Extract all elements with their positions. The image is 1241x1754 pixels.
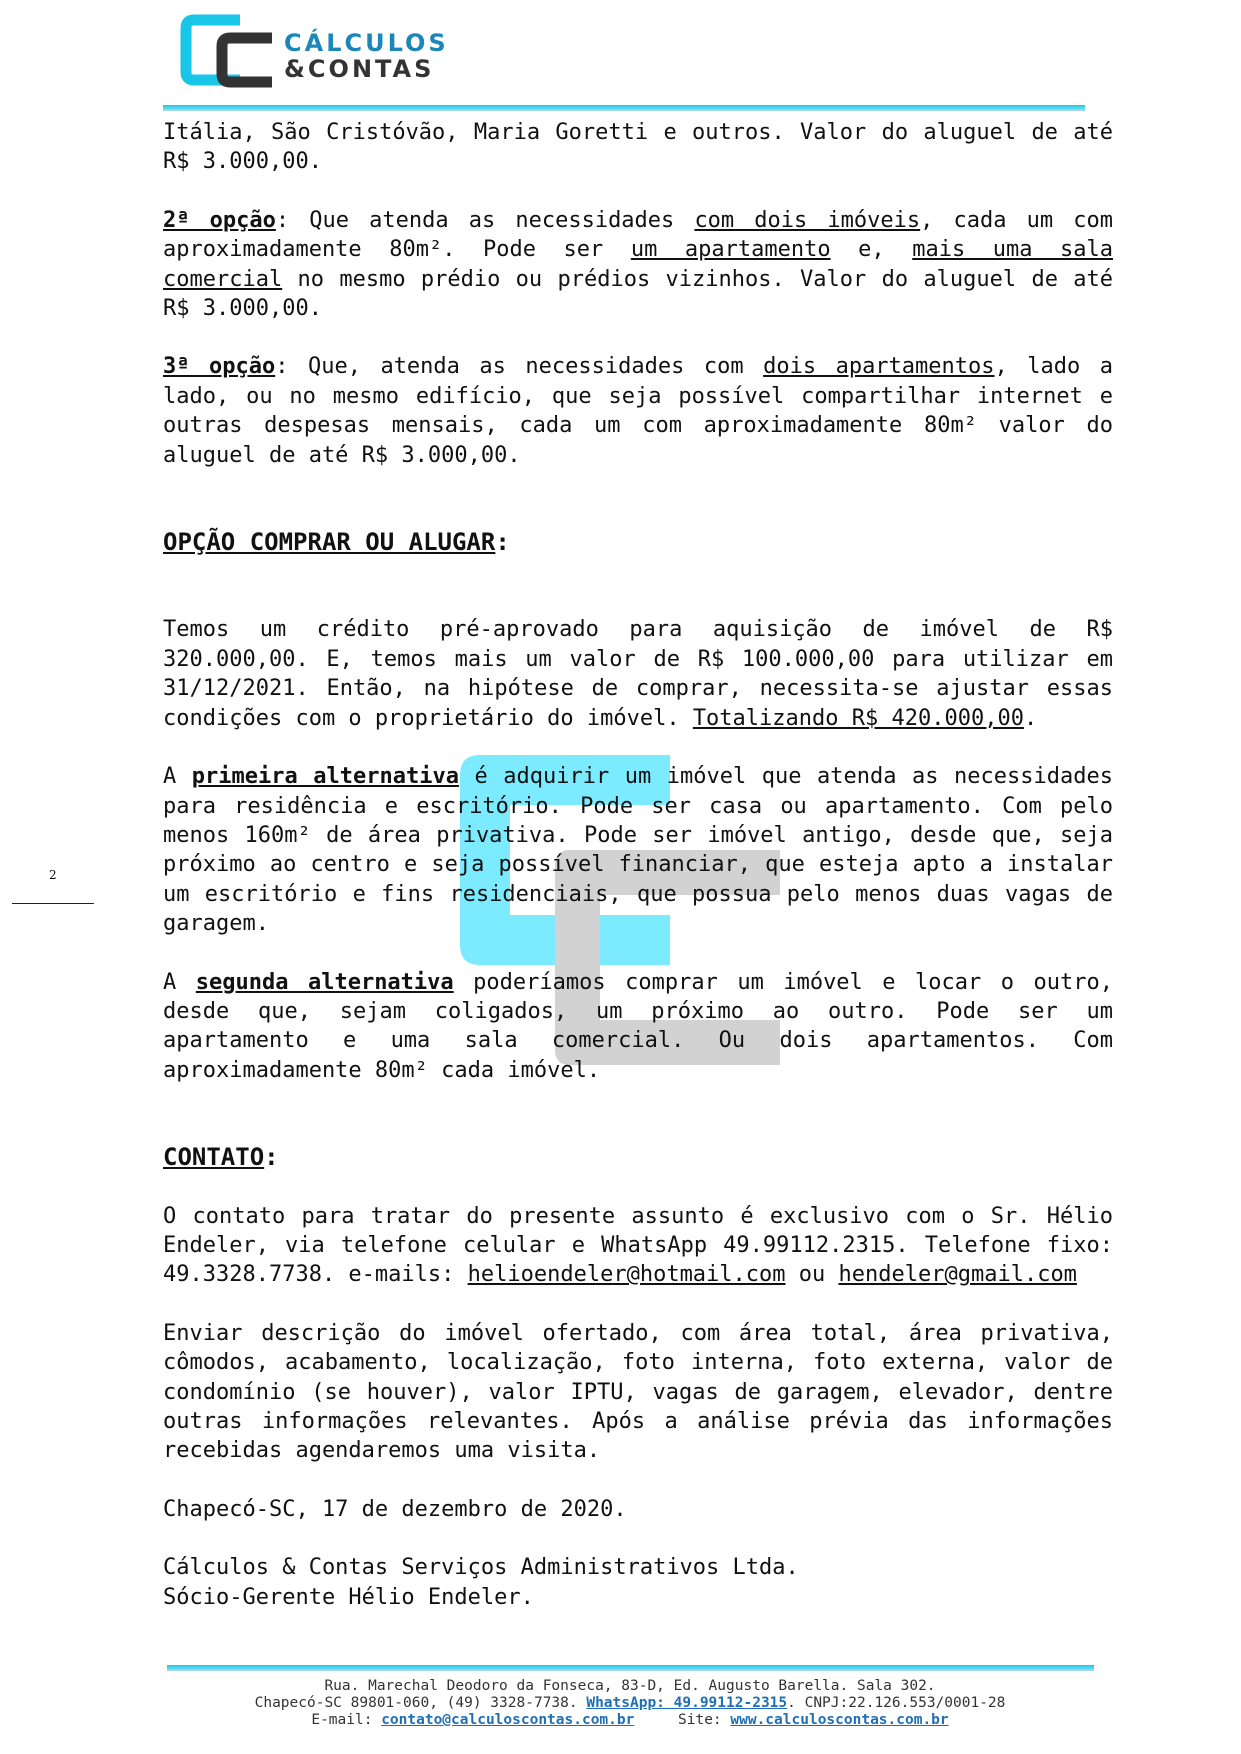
- option-2-label: 2ª opção: [163, 207, 276, 233]
- alt-2-text: poderíamos comprar um imóvel e locar o outro, desde que, sejam coligados, um próximo ao outro. Pode ser um apartamento e uma sala comercial. Ou dois apartamentos. Com aproximadamente 80m² cada imóvel.: [163, 969, 1113, 1083]
- credito-text-2: .: [1023, 705, 1038, 731]
- option-2-underline-2: um apartamento: [630, 237, 831, 263]
- paragraph-contato: [163, 1202, 1113, 1290]
- page-number: 2: [49, 868, 57, 882]
- heading-comprar-alugar: [163, 528, 1113, 557]
- option-2-text-4: no mesmo prédio ou prédios vizinhos. Valor do aluguel de até R$ 3.000,00.: [163, 266, 1113, 322]
- paragraph-option-2: [163, 206, 1113, 324]
- paragraph-continuation: Itália, São Cristóvão, Maria Goretti e outros. Valor do aluguel de até R$ 3.000,00.: [163, 120, 1113, 175]
- logo-text: [284, 30, 449, 82]
- option-2-text-1: : Que atenda as necessidades: [275, 207, 695, 233]
- document-body: [163, 118, 1113, 1612]
- page-footer: [160, 1678, 1100, 1729]
- paragraph-enviar: Enviar descrição do imóvel ofertado, com área total, área privativa, cômodos, acabamento, localização, foto interna, foto externa, valor de condomínio (se houver), valor IPTU, vagas de garagem, elevador, dentre outras informações relevantes. Após a análise prévia das informações recebidas agendaremos uma visita.: [163, 1320, 1113, 1464]
- option-3-text-1: : Que, atenda as necessidades com: [275, 354, 764, 380]
- footer-email-line: [160, 1712, 1100, 1729]
- email-hotmail-link[interactable]: helioendeler@hotmail.com: [467, 1262, 786, 1288]
- signature-person: Sócio-Gerente Hélio Endeler.: [163, 1584, 534, 1610]
- option-2-text-2: , cada um com aproximadamente 80m². Pode ser: [163, 207, 1114, 263]
- alt-1-text: é adquirir um imóvel que atenda as necessidades para residência e escritório. Pode ser casa ou apartamento. Com pelo menos 160m² de área privativa. Pode ser imóvel antigo, desde que, seja próximo ao centro e seja possível financiar, que esteja apto a instalar um escritório e fins residenciais, que possua pelo menos duas vagas de garagem.: [163, 764, 1113, 937]
- heading-1-text: OPÇÃO COMPRAR OU ALUGAR: [163, 528, 496, 557]
- alt-2-prefix: A: [163, 969, 196, 995]
- footer-rule: [167, 1665, 1094, 1671]
- paragraph-option-3: [163, 352, 1113, 470]
- cc-logo-mark-icon: [180, 12, 280, 88]
- logo-line1: CÁLCULOS: [284, 29, 449, 57]
- option-2-underline-3: mais uma sala comercial: [163, 237, 1114, 292]
- footer-site-link[interactable]: www.calculoscontas.com.br: [730, 1712, 949, 1728]
- contato-text-2: ou: [785, 1262, 839, 1288]
- footer-contact-line: [160, 1695, 1100, 1712]
- signature-company: Cálculos & Contas Serviços Administrativos Ltda.: [163, 1555, 799, 1581]
- footer-phone: Chapecó-SC 89801-060, (49) 3328-7738.: [254, 1695, 587, 1711]
- heading-contato: [163, 1143, 1113, 1172]
- option-2-text-3: e,: [830, 237, 913, 263]
- heading-1-colon: :: [495, 528, 510, 557]
- margin-divider: [12, 903, 94, 904]
- header-rule: [163, 105, 1085, 111]
- alt-1-label: primeira alternativa: [191, 764, 459, 790]
- paragraph-alternativa-1: [163, 762, 1113, 938]
- credito-text-1: Temos um crédito pré-aprovado para aquisição de imóvel de R$ 320.000,00. E, temos mais um valor de R$ 100.000,00 para utilizar em 31/12/2021. Então, na hipótese de comprar, necessita-se ajustar essas condições com o proprietário do imóvel.: [163, 617, 1113, 731]
- footer-email-label: E-mail:: [311, 1712, 382, 1728]
- paragraph-alternativa-2: [163, 968, 1113, 1086]
- date-line: Chapecó-SC, 17 de dezembro de 2020.: [163, 1496, 627, 1522]
- footer-whatsapp-link[interactable]: WhatsApp: 49.99112-2315: [586, 1695, 788, 1711]
- footer-address: Rua. Marechal Deodoro da Fonseca, 83-D, Ed. Augusto Barella. Sala 302.: [324, 1678, 936, 1694]
- heading-2-colon: :: [264, 1143, 279, 1172]
- credito-total: Totalizando R$ 420.000,00: [692, 705, 1024, 731]
- contato-text-1: O contato para tratar do presente assunto é exclusivo com o Sr. Hélio Endeler, via telefone celular e WhatsApp 49.99112.2315. Telefone fixo: 49.3328.7738. e-mails:: [163, 1203, 1113, 1288]
- footer-email-link[interactable]: contato@calculoscontas.com.br: [381, 1712, 635, 1728]
- alt-1-prefix: A: [163, 764, 192, 790]
- option-3-underline-1: dois apartamentos: [763, 354, 995, 380]
- footer-cnpj: . CNPJ:22.126.553/0001-28: [787, 1695, 1006, 1711]
- paragraph-credito: [163, 615, 1113, 733]
- heading-2-text: CONTATO: [163, 1143, 265, 1172]
- option-3-label: 3ª opção: [163, 354, 276, 380]
- logo-line2: &CONTAS: [284, 55, 435, 83]
- option-3-text-2: , lado a lado, ou no mesmo edifício, que seja possível compartilhar internet e outras despesas mensais, cada um com aproximadamente 80m² valor do aluguel de até R$ 3.000,00.: [163, 354, 1113, 468]
- footer-site-label: Site:: [634, 1712, 731, 1728]
- option-2-underline-1: com dois imóveis: [694, 207, 921, 233]
- email-gmail-link[interactable]: hendeler@gmail.com: [838, 1262, 1077, 1288]
- alt-2-label: segunda alternativa: [195, 969, 454, 995]
- company-logo: [180, 12, 500, 92]
